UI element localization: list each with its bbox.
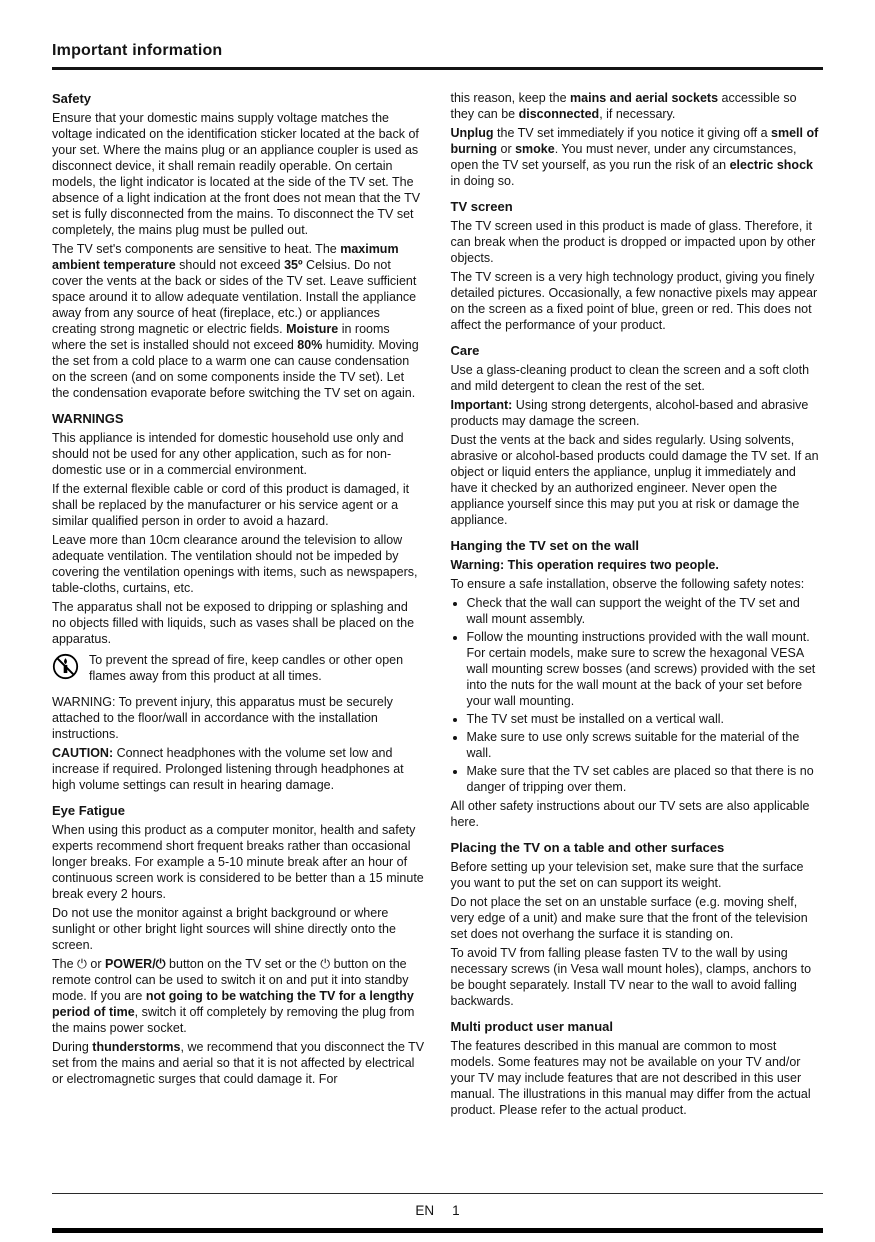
text-run: When using this product as a computer monitor, health and safety experts recommend short frequent breaks rather than occasional longer breaks. For example a 5-10 minute break after an hour of continuous screen work is considered to be better than a 15 minute break every 2 hours.: [52, 823, 424, 901]
text-run: in rooms where the set is installed should not exceed: [52, 322, 390, 352]
text-run: the TV set immediately if you notice it giving off a: [493, 126, 772, 140]
bold-text: mains and aerial sockets: [570, 91, 719, 105]
text-run: All other safety instructions about our TV sets are also applicable here.: [450, 799, 810, 829]
text-run: The TV set's components are sensitive to heat. The: [52, 242, 341, 256]
text-run: Leave more than 10cm clearance around the television to allow adequate ventilation. The ventilation should not be impeded by covering the ventilation openings with items, such as newspapers, table-cloths, curtains, etc.: [52, 533, 418, 595]
paragraph: [52, 1039, 425, 1087]
paragraph: [52, 905, 425, 953]
paragraph: [451, 125, 824, 189]
paragraph: [52, 694, 425, 742]
bold-text: 80%: [297, 338, 323, 352]
bold-text: disconnected: [518, 107, 600, 121]
bold-text: maximum ambient temperature: [52, 242, 399, 272]
paragraph: [451, 945, 824, 1009]
text-run: Do not place the set on an unstable surface (e.g. moving shelf, very edge of a unit) and make sure that the front of the television set does not overhang the surface it is standing on.: [450, 895, 808, 941]
page-title: Important information: [52, 42, 223, 59]
text-run: Before setting up your television set, make sure that the surface you want to put the set on can support its weight.: [450, 860, 804, 890]
paragraph: [52, 481, 425, 529]
paragraph: [52, 110, 425, 238]
section-heading: TV screen: [450, 199, 513, 214]
paragraph: [52, 430, 425, 478]
section-heading: Placing the TV on a table and other surfaces: [450, 840, 725, 855]
bold-text: Warning: This operation requires two people.: [450, 558, 719, 572]
text-run: humidity. Moving the set from a cold place to a warm one can cause condensation on the screen (and on some components inside the TV set). Let the condensation evaporate before switching the TV set on again.: [52, 338, 419, 400]
paragraph: [451, 432, 824, 528]
section-heading: Care: [450, 343, 480, 358]
text-run: or: [497, 142, 516, 156]
text-run: Celsius. Do not cover the vents at the back or sides of the TV set. Leave sufficient space around it to allow adequate ventilation. Install the appliance away from any source of heat (fireplace, etc.) or appliances creating strong magnetic or electric fields.: [52, 258, 417, 336]
language-code: EN: [415, 1203, 435, 1218]
bullet-item: • Check that the wall can support the weight of the TV set and wall mount assembly.: [467, 595, 824, 627]
paragraph: [451, 1038, 824, 1118]
text-run: To ensure a safe installation, observe the following safety notes:: [450, 577, 805, 591]
text-run: . You must never, under any circumstances, open the TV set yourself, as you run the risk of an: [450, 142, 797, 172]
paragraph: [52, 956, 425, 1036]
text-run: During: [52, 1040, 93, 1054]
text-run: To avoid TV from falling please fasten TV to the wall by using necessary screws (in Vesa wall mount holes), clamps, anchors to be bought separately. Install TV near to the wall to avoid falling backwards.: [450, 946, 812, 1008]
bold-text: thunderstorms: [92, 1040, 181, 1054]
paragraph: [451, 576, 824, 592]
text-run: in doing so.: [450, 174, 515, 188]
text-run: The features described in this manual are common to most models. Some features may not be available on your TV and/or your TV may include features that are not described in this user manual. The illustrations in this manual may differ from the actual product. Please refer to the actual product.: [450, 1039, 811, 1117]
text-run: this reason, keep the: [450, 91, 571, 105]
text-run: This appliance is intended for domestic household use only and should not be used for any other application, such as for non-domestic use or in a commercial environment.: [52, 431, 404, 477]
text-run: Using strong detergents, alcohol-based and abrasive products may damage the screen.: [450, 398, 809, 428]
text-run: If the external flexible cable or cord of this product is damaged, it shall be replaced by the manufacturer or his service agent or a similar qualified person in order to avoid a hazard.: [52, 482, 410, 528]
text-run: accessible so they can be: [450, 91, 797, 121]
section-heading: Safety: [52, 91, 92, 106]
text-run: The TV screen used in this product is made of glass. Therefore, it can break when the product is dropped or impacted upon by other objects.: [450, 219, 816, 265]
paragraph: [451, 859, 824, 891]
bullet-item: • Make sure that the TV set cables are placed so that there is no danger of tripping over them.: [467, 763, 824, 795]
bold-text: CAUTION:: [52, 746, 114, 760]
paragraph: [52, 745, 425, 793]
bold-text: Moisture: [286, 322, 339, 336]
text-run: The TV screen is a very high technology product, giving you finely detailed pictures. Occasionally, a few nonactive pixels may appear on the screen as a fixed point of blue, green or red. This does not affect the performance of your product.: [450, 270, 818, 332]
bullet-list: [451, 595, 824, 795]
content-columns: [52, 90, 823, 1121]
header-divider: [52, 67, 823, 70]
text-run: Ensure that your domestic mains supply voltage matches the voltage indicated on the identification sticker located at the back of your set. Where the mains plug or an appliance coupler is used as disconnect device, it shall remain readily operable. On certain models, the light indicator is located at the side of the TV set. The absence of a light indication at the front does not mean that the TV set is fully disconnected from the mains. To disconnect the TV set completely, the mains plug must be pulled out.: [52, 111, 421, 237]
text-run: Use a glass-cleaning product to clean the screen and a soft cloth and mild detergent to clean the rest of the set.: [450, 363, 810, 393]
no-open-flames-icon: [52, 652, 79, 680]
paragraph: [52, 532, 425, 596]
text-run: , we recommend that you disconnect the TV set from the mains and aerial so that it is not affected by electrical or electromagnetic surges that could damage it. For: [52, 1040, 425, 1086]
text-run: , if necessary.: [599, 107, 676, 121]
bold-text: smell of burning: [450, 126, 819, 156]
bold-text: electric shock: [729, 158, 813, 172]
footer-text: [52, 1194, 823, 1228]
bold-text: Important:: [450, 398, 513, 412]
paragraph: [451, 269, 824, 333]
text-run: should not exceed: [175, 258, 285, 272]
text-run: The apparatus shall not be exposed to dripping or splashing and no objects filled with liquids, such as vases shall be placed on the apparatus.: [52, 600, 415, 646]
section-heading: WARNINGS: [52, 411, 124, 426]
bold-text: 35º: [284, 258, 303, 272]
paragraph: [451, 362, 824, 394]
text-run: Connect headphones with the volume set low and increase if required. Prolonged listening through headphones at high volume settings can result in hearing damage.: [52, 746, 404, 792]
left-column: [52, 90, 425, 1121]
paragraph: [451, 218, 824, 266]
footer-bar: [52, 1228, 823, 1233]
section-heading: Eye Fatigue: [52, 803, 125, 818]
page-footer: [52, 1193, 823, 1242]
bold-text: smoke: [515, 142, 555, 156]
paragraph: [451, 557, 824, 573]
bold-text: POWER/⏻: [104, 957, 166, 971]
paragraph: [89, 652, 425, 684]
page-number: 1: [452, 1203, 460, 1218]
text-run: button on the TV set or the ⏻ button on the remote control can be used to switch it on and put it into standby mode. If you are: [52, 957, 409, 1003]
icon-note: [52, 652, 425, 687]
section-heading: Hanging the TV set on the wall: [450, 538, 640, 553]
page-header: [52, 42, 823, 70]
bullet-item: • Make sure to use only screws suitable for the material of the wall.: [467, 729, 824, 761]
paragraph: [52, 599, 425, 647]
section-heading: Multi product user manual: [450, 1019, 614, 1034]
paragraph: [451, 397, 824, 429]
bold-text: not going to be watching the TV for a lengthy period of time: [52, 989, 414, 1019]
text-run: The ⏻ or: [52, 957, 105, 971]
paragraph: [451, 798, 824, 830]
right-column: [451, 90, 824, 1121]
paragraph: [52, 822, 425, 902]
bold-text: Unplug: [450, 126, 494, 140]
text-run: Do not use the monitor against a bright background or where sunlight or other bright light sources will shine directly onto the screen.: [52, 906, 396, 952]
text-run: Dust the vents at the back and sides regularly. Using solvents, abrasive or alcohol-based products could damage the TV set. If an object or liquid enters the appliance, unplug it immediately and have it checked by an authorized engineer. Never open the appliance yourself since this may put you at risk or damage the appliance.: [450, 433, 819, 527]
text-run: To prevent the spread of fire, keep candles or other open flames away from this product at all times.: [89, 653, 404, 683]
text-run: , switch it off completely by removing the plug from the mains power socket.: [52, 1005, 415, 1035]
bullet-item: • The TV set must be installed on a vertical wall.: [467, 711, 824, 727]
paragraph: [451, 894, 824, 942]
paragraph: [52, 241, 425, 401]
paragraph: [451, 90, 824, 122]
text-run: WARNING: To prevent injury, this apparatus must be securely attached to the floor/wall in accordance with the installation instructions.: [52, 695, 393, 741]
bullet-item: • Follow the mounting instructions provided with the wall mount. For certain models, make sure to screw the hexagonal VESA wall mounting screw bosses (and screws) provided with the set into the nuts for the wall mount at the back of your set before your wall mounting.: [467, 629, 824, 709]
